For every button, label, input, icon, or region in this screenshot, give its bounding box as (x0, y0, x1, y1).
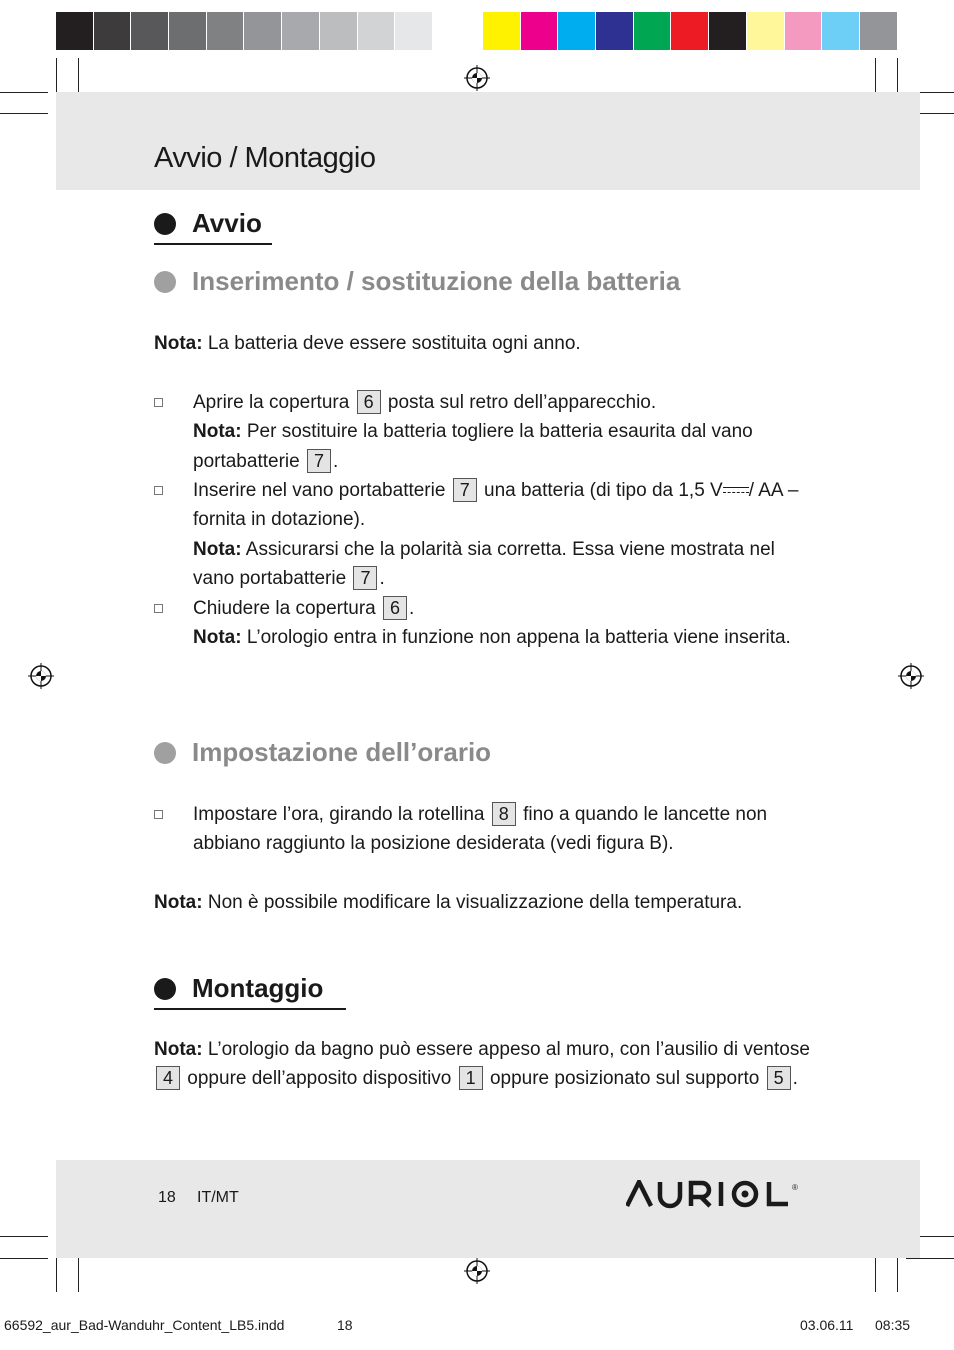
item-text: posta sul retro dell’apparecchio. (387, 392, 657, 413)
language-code: IT/MT (197, 1189, 239, 1206)
list-item (154, 594, 814, 653)
checkbox-bullet-icon (154, 604, 163, 613)
crop-mark (78, 58, 79, 96)
color-swatch (131, 12, 169, 50)
list-item (154, 800, 814, 859)
color-swatch (169, 12, 207, 50)
color-swatch (822, 12, 860, 50)
registration-mark-icon (898, 663, 924, 689)
color-swatch (94, 12, 132, 50)
color-swatch (596, 12, 634, 50)
note-label: Nota: (154, 892, 203, 913)
checkbox-bullet-icon (154, 810, 163, 819)
item-text: . (379, 568, 385, 590)
part-ref-badge: 6 (357, 390, 381, 414)
page-number: 18 (158, 1189, 176, 1206)
item-text: Aprire la copertura (193, 392, 350, 413)
crop-mark (56, 1254, 57, 1292)
item-text: . (409, 598, 415, 619)
heading-battery (154, 266, 680, 297)
process-color-bar (483, 12, 898, 50)
dc-symbol-icon (723, 485, 749, 497)
item-text: una batteria (di tipo da 1,5 V (484, 480, 723, 501)
note-text: Non è possibile modificare la visualizzazione della temperatura. (207, 892, 743, 913)
crop-mark (875, 1254, 876, 1292)
heading-time (154, 737, 491, 768)
bullet-dot-icon (154, 271, 176, 293)
part-ref-badge: 1 (459, 1066, 483, 1090)
part-ref-badge: 7 (307, 449, 331, 473)
color-swatch (747, 12, 785, 50)
note-text: L’orologio entra in funzione non appena la batteria viene inserita. (246, 627, 791, 649)
slug-time: 08:35 (875, 1317, 911, 1333)
crop-mark (906, 1258, 954, 1259)
registered-mark: ® (792, 1183, 798, 1192)
crop-mark (78, 1254, 79, 1292)
color-swatch (483, 12, 521, 50)
color-swatch (395, 12, 433, 50)
note-label: Nota: (193, 421, 242, 443)
crop-mark (875, 58, 876, 96)
color-swatch (320, 12, 358, 50)
auriol-logo-icon (626, 1180, 802, 1210)
page-title: Avvio / Montaggio (154, 142, 376, 174)
color-swatch (433, 12, 471, 50)
crop-mark (0, 92, 48, 93)
color-swatch (207, 12, 245, 50)
item-text: Chiudere la copertura (193, 598, 376, 619)
slug-filename: 66592_aur_Bad-Wanduhr_Content_LB5.indd (4, 1317, 285, 1333)
color-swatch (358, 12, 396, 50)
crop-mark (56, 58, 57, 96)
mount-note (154, 1035, 814, 1094)
crop-mark (0, 1258, 48, 1259)
note-text: L’orologio da bagno può essere appeso al muro, con l’ausilio di ventose (207, 1039, 810, 1060)
list-item (154, 476, 814, 594)
item-text: / AA – fornita in dotazione). (193, 480, 799, 531)
color-swatch (558, 12, 596, 50)
part-ref-badge: 6 (383, 596, 407, 620)
color-swatch (282, 12, 320, 50)
slug-date: 03.06.11 (800, 1317, 854, 1333)
item-text: . (332, 450, 339, 472)
color-swatch (56, 12, 94, 50)
note-label: Nota: (193, 538, 242, 560)
color-swatch (521, 12, 559, 50)
crop-mark (897, 1254, 898, 1292)
bullet-dot-icon (154, 213, 176, 235)
gray-color-bar (56, 12, 471, 50)
heading-avvio (154, 208, 262, 239)
part-ref-badge: 7 (353, 566, 377, 590)
color-swatch (785, 12, 823, 50)
bullet-dot-icon (154, 742, 176, 764)
item-text: Inserire nel vano portabatterie (193, 480, 446, 501)
registration-mark-icon (28, 663, 54, 689)
note-text: oppure posizionato sul supporto (489, 1068, 760, 1090)
heading-time-text: Impostazione dell’orario (192, 737, 492, 767)
heading-battery-text: Inserimento / sostituzione della batteria (192, 266, 681, 296)
checkbox-bullet-icon (154, 398, 163, 407)
heading-underline (154, 243, 272, 245)
color-swatch (634, 12, 672, 50)
item-text: fino a quando le lancette non abbiano raggiunto la posizione desiderata (vedi figura B). (193, 804, 768, 855)
slug-page: 18 (337, 1317, 353, 1333)
part-ref-badge: 4 (156, 1066, 180, 1090)
note-text: oppure dell’apposito dispositivo (187, 1068, 452, 1090)
header-band (56, 92, 920, 190)
note-label: Nota: (193, 627, 242, 649)
heading-underline (154, 1008, 346, 1010)
note-label: Nota: (154, 333, 203, 354)
heading-avvio-text: Avvio (192, 208, 262, 238)
crop-mark (897, 58, 898, 96)
crop-mark (0, 1236, 48, 1237)
part-ref-badge: 8 (492, 802, 516, 826)
part-ref-badge: 7 (453, 478, 477, 502)
registration-mark-icon (464, 65, 490, 91)
registration-mark-icon (464, 1258, 490, 1284)
color-swatch (860, 12, 898, 50)
color-swatch (671, 12, 709, 50)
note-label: Nota: (154, 1039, 203, 1060)
bullet-dot-icon (154, 978, 176, 1000)
list-item (154, 388, 814, 476)
note-text: La batteria deve essere sostituita ogni anno. (207, 333, 581, 354)
note-text: . (792, 1068, 798, 1090)
battery-note (154, 329, 814, 358)
checkbox-bullet-icon (154, 486, 163, 495)
time-note (154, 888, 834, 917)
item-text: Impostare l’ora, girando la rotellina (193, 804, 485, 825)
color-swatch (244, 12, 282, 50)
crop-mark (0, 113, 48, 114)
note-text: Assicurarsi che la polarità sia corretta. Essa viene mostrata nel vano portabatterie (193, 538, 775, 590)
note-text: Per sostituire la batteria togliere la batteria esaurita dal vano portabatterie (193, 421, 753, 472)
part-ref-badge: 5 (767, 1066, 791, 1090)
heading-montaggio (154, 973, 323, 1004)
heading-montaggio-text: Montaggio (192, 973, 324, 1003)
color-swatch (709, 12, 747, 50)
